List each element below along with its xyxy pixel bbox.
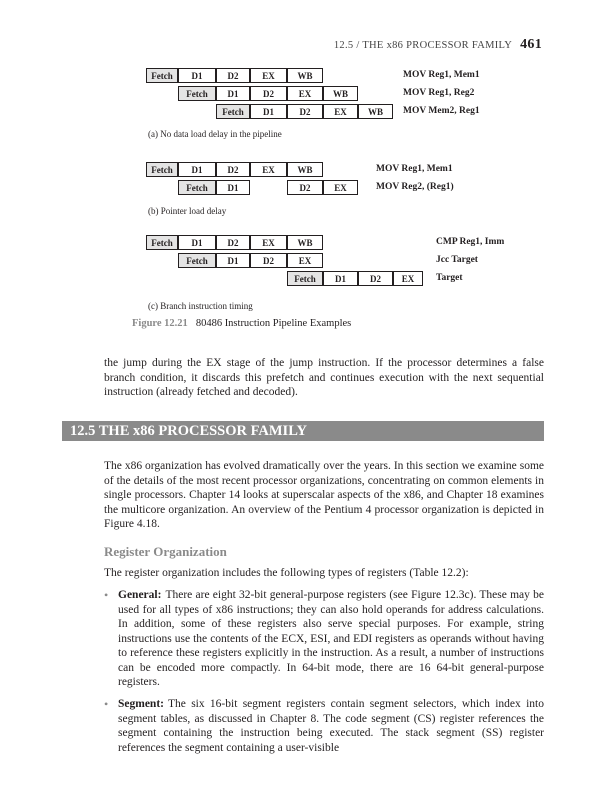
stage-cell: D1	[216, 86, 250, 101]
stage-cell: D2	[216, 162, 250, 177]
instruction-label: MOV Reg2, (Reg1)	[376, 182, 454, 192]
instruction-label: MOV Reg1, Mem1	[403, 70, 480, 80]
stage-cell: WB	[358, 104, 393, 119]
instruction-label: Target	[436, 273, 463, 283]
stage-cell: Fetch	[146, 235, 178, 250]
stage-cell: Fetch	[287, 271, 323, 286]
stage-cell: EX	[250, 68, 287, 83]
instruction-label: Jcc Target	[436, 255, 478, 265]
stage-cell: D2	[358, 271, 393, 286]
stage-cell: WB	[323, 86, 358, 101]
stage-cell: Fetch	[146, 162, 178, 177]
stage-cell: EX	[250, 235, 287, 250]
bullet-general	[104, 588, 544, 690]
bullet-term: Segment:	[118, 698, 164, 710]
stage-cell: D2	[216, 68, 250, 83]
bullet-dot-icon: •	[104, 588, 109, 602]
stage-cell: Fetch	[178, 180, 216, 195]
stage-cell: EX	[323, 104, 358, 119]
instruction-label: MOV Mem2, Reg1	[403, 106, 480, 116]
instruction-label: MOV Reg1, Mem1	[376, 164, 453, 174]
stage-cell: D1	[178, 235, 216, 250]
stage-cell: EX	[287, 253, 323, 268]
stage-cell: Fetch	[178, 86, 216, 101]
running-title: 12.5 / THE x86 PROCESSOR FAMILY	[333, 40, 513, 51]
stage-cell: EX	[393, 271, 423, 286]
stage-cell: D1	[216, 253, 250, 268]
panel-caption: (a) No data load delay in the pipeline	[148, 129, 282, 139]
stage-cell: D1	[178, 162, 216, 177]
bullet-dot-icon: •	[104, 697, 109, 711]
bullet-term: General:	[118, 589, 162, 601]
running-header	[334, 37, 542, 53]
stage-cell: D2	[287, 180, 323, 195]
panel-caption: (c) Branch instruction timing	[148, 301, 253, 311]
stage-cell: D1	[178, 68, 216, 83]
paragraph-continued: the jump during the EX stage of the jump instruction. If the processor determines a false branch condition, it discards this prefetch and continues execution with the next sequential instruction (already fetched and decoded).	[104, 357, 544, 398]
stage-cell: D2	[287, 104, 323, 119]
subsection-heading: Register Organization	[104, 544, 227, 559]
instruction-label: MOV Reg1, Reg2	[403, 88, 475, 98]
paragraph-registers: The register organization includes the following types of registers (Table 12.2):	[104, 567, 469, 579]
stage-cell: D2	[216, 235, 250, 250]
stage-cell: WB	[287, 162, 323, 177]
instruction-label: CMP Reg1, Imm	[436, 237, 505, 247]
stage-cell: EX	[250, 162, 287, 177]
stage-cell: EX	[323, 180, 358, 195]
stage-cell: WB	[287, 235, 323, 250]
stage-cell: Fetch	[216, 104, 250, 119]
stage-cell: D1	[216, 180, 250, 195]
figure-title: 80486 Instruction Pipeline Examples	[195, 318, 352, 329]
paragraph-intro: The x86 organization has evolved dramatically over the years. In this section we examine some of the details of the most recent processor organizations, concentrating on common elements in single processors. Chapter 14 looks at superscalar aspects of the x86, and Chapter 18 examines the multicore organization. An overview of the Pentium 4 processor organization is depicted in Figure 4.18.	[104, 460, 544, 530]
panel-caption: (b) Pointer load delay	[148, 206, 227, 216]
section-heading: 12.5 THE x86 PROCESSOR FAMILY	[62, 421, 544, 441]
page-number: 461	[520, 37, 542, 52]
stage-cell: D2	[250, 86, 287, 101]
stage-cell: D1	[323, 271, 358, 286]
figure-number: Figure 12.21	[132, 318, 188, 329]
stage-cell: Fetch	[146, 68, 178, 83]
bullet-text: The six 16-bit segment registers contain segment selectors, which index into segment tables, as discussed in Chapter 8. The code segment (CS) register references the segment containing the instruction being executed. The stack segment (SS) register references the segment containing a user-visible	[118, 698, 544, 754]
stage-cell: EX	[287, 86, 323, 101]
stage-cell: WB	[287, 68, 323, 83]
bullet-text: There are eight 32-bit general-purpose registers (see Figure 12.3c). These may be used for all types of x86 instructions; they can also hold operands for address calculations. In addition, some of these registers also serve special purposes. For example, string instructions use the contents of the ECX, ESI, and EDI registers as operands without having to reference these registers explicitly in the instruction. As a result, a number of instructions can be encoded more compactly. In 64-bit mode, there are 16 64-bit general-purpose registers.	[118, 589, 544, 688]
stage-cell: D2	[250, 253, 287, 268]
bullet-segment	[104, 697, 544, 755]
stage-cell: D1	[250, 104, 287, 119]
figure-caption	[132, 318, 351, 329]
stage-cell: Fetch	[178, 253, 216, 268]
